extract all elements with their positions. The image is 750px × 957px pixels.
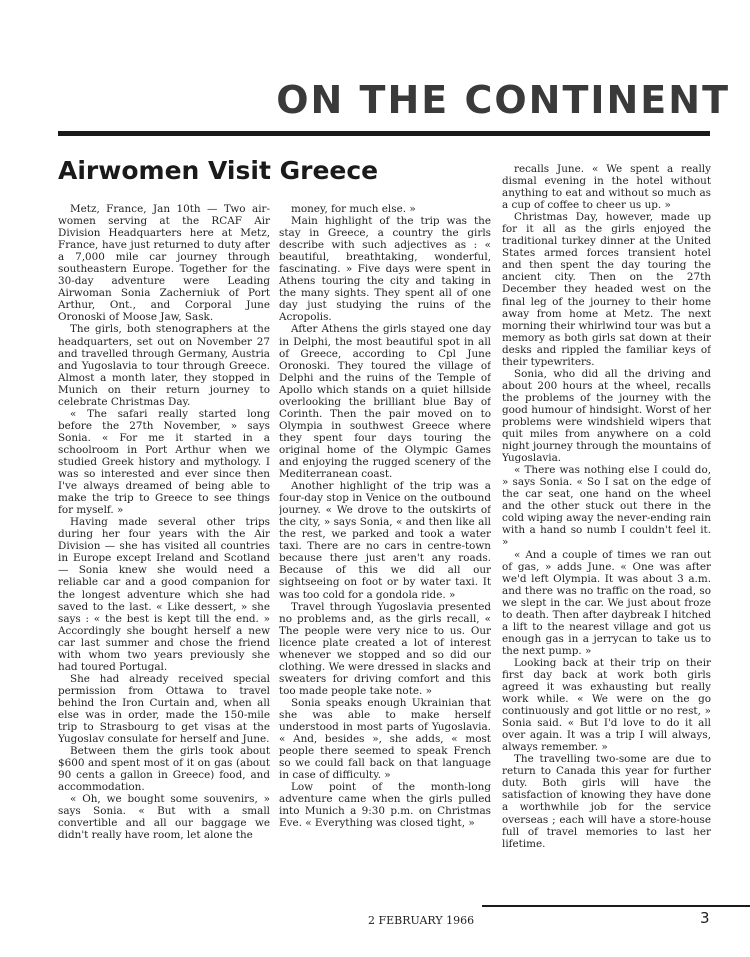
- article-paragraph: Sonia speaks enough Ukrainian that she was able to make herself understood in most parts of Yugoslavia. « And, besides », she adds, « most people there seemed to speak French so we could fall back on that language in case of difficulty. »: [279, 696, 491, 782]
- article-paragraph: recalls June. « We spent a really dismal evening in the hotel without anything to eat and without so much as a cup of coffee to cheer us up. »: [502, 163, 711, 212]
- article-paragraph: Low point of the month-long adventure came when the girls pulled into Munich a 9:30 p.m. on Christmas Eve. « Everything was closed tight, »: [279, 781, 491, 830]
- article-paragraph: The girls, both stenographers at the headquarters, set out on November 27 and travelled through Germany, Austria and Yugoslavia to tour through Greece. Almost a month later, they stopped in Munich on their return journey to celebrate Christmas Day.: [58, 323, 270, 408]
- article-paragraph: Sonia, who did all the driving and about 200 hours at the wheel, recalls the problems of the journey with the good humour of hindsight. Worst of her problems were windshield wipers that quit miles from anywhere on a cold night journey through the mountains of Yugoslavia.: [502, 367, 711, 465]
- article-column-1: [58, 203, 270, 899]
- article-paragraph: money, for much else. »: [291, 203, 416, 215]
- article-paragraph: « And a couple of times we ran out of gas, » adds June. « One was after we'd left Olympia. It was about 3 a.m. and there was no traffic on the road, so we slept in the car. We just about froze to death. Then after daybreak I hitched a lift to the nearest village and got us enough gas in a jerrycan to take us to the next pump. »: [502, 548, 711, 657]
- article-paragraph: After Athens the girls stayed one day in Delphi, the most beautiful spot in all of Greece, according to Cpl June Oronoski. They toured the village of Delphi and the ruins of the Temple of Apollo which stands on a quiet hillside overlooking the brilliant blue Bay of Corinth. Then the pair moved on to Olympia in southwest Greece where they spent four days touring the original home of the Olympic Games and enjoying the rugged scenery of the Mediterranean coast.: [279, 323, 491, 481]
- article-paragraph: She had already received special permission from Ottawa to travel behind the Iron Curtain and, when all else was in order, made the 150-mile trip to Strasbourg to get visas at the Yugoslav consulate for herself and June.: [58, 672, 270, 746]
- article-paragraph: Looking back at their trip on their first day back at work both girls agreed it was exhausting but really work while. « We were on the go continuously and got little or no rest, » Sonia said. « But I'd love to do it all over again. It was a trip I will always, always remember. »: [502, 656, 711, 754]
- article-column-3: [502, 163, 711, 899]
- article-paragraph: Metz, France, Jan 10th — Two air-women serving at the RCAF Air Division Headquarters here at Metz, France, have just returned to duty after a 7,000 mile car journey through southeastern Europe. Together for the 30-day adventure were Leading Airwoman Sonia Zacherniuk of Port Arthur, Ont., and Corporal June Oronoski of Moose Jaw, Sask.: [58, 203, 270, 324]
- article-paragraph: Between them the girls took about $600 and spent most of it on gas (about 90 cents a gallon in Greece) food, and accommodation.: [58, 745, 270, 794]
- footer-rule: [482, 905, 750, 907]
- section-title: ON THE CONTINENT: [276, 78, 730, 122]
- issue-date: 2 FEBRUARY 1966: [368, 914, 475, 927]
- article-paragraph: Travel through Yugoslavia presented no problems and, as the girls recall, « The people were very nice to us. Our licence plate created a lot of interest whenever we stopped and so did our clothing. We were dressed in slacks and sweaters for driving comfort and this too made people take note. »: [279, 600, 491, 697]
- article-paragraph: Main highlight of the trip was the stay in Greece, a country the girls describe with such adjectives as : « beautiful, breathtaking, wonderful, fascinating. » Five days were spent in Athens touring the city and taking in the many sights. They spent all of one day just studying the ruins of the Acropolis.: [279, 215, 491, 324]
- article-paragraph: « The safari really started long before the 27th November, » says Sonia. « For me it started in a schoolroom in Port Arthur when we studied Greek history and mythology. I was so interested and ever since then I've always dreamed of being able to make the trip to Greece to see things for myself. »: [58, 407, 270, 517]
- article-column-2: [279, 203, 491, 899]
- article-paragraph: Christmas Day, however, made up for it all as the girls enjoyed the traditional turkey dinner at the United States armed forces transient hotel and then spent the day touring the ancient city. Then on the 27th December they headed west on the final leg of the journey to their home away from home at Metz. The next morning their whirlwind tour was but a memory as both girls sat down at their desks and rippled the familiar keys of their typewriters.: [502, 211, 711, 368]
- article-paragraph: Having made several other trips during her four years with the Air Division — she has visited all countries in Europe except Ireland and Scotland — Sonia knew she would need a reliable car and a good companion for the longest adventure which she had saved to the last. « Like dessert, » she says : « the best is kept till the end. » Accordingly she bought herself a new car last summer and chose the friend with whom two years previously she had toured Portugal.: [58, 516, 270, 673]
- article-paragraph: « Oh, we bought some souvenirs, » says Sonia. « But with a small convertible and all our baggage we didn't really have room, let alone the: [58, 793, 270, 842]
- article-paragraph: Another highlight of the trip was a four-day stop in Venice on the outbound journey. « We drove to the outskirts of the city, » says Sonia, « and then like all the rest, we parked and took a water taxi. There are no cars in centre-town because there just aren't any roads. Because of this we did all our sightseeing on foot or by water taxi. It was too cold for a gondola ride. »: [279, 480, 491, 601]
- page-number: 3: [700, 909, 710, 927]
- top-rule: [58, 131, 710, 136]
- article-paragraph: The travelling two-some are due to return to Canada this year for further duty. Both girls will have the satisfaction of knowing they have done a worthwhile job for the service overseas ; each will have a store-house full of travel memories to last her lifetime.: [502, 753, 711, 850]
- article-headline: Airwomen Visit Greece: [58, 156, 379, 185]
- article-paragraph: « There was nothing else I could do, » says Sonia. « So I sat on the edge of the car seat, one hand on the wheel and the other stuck out there in the cold wiping away the never-ending rain with a hand so numb I couldn't feel it. »: [502, 464, 711, 549]
